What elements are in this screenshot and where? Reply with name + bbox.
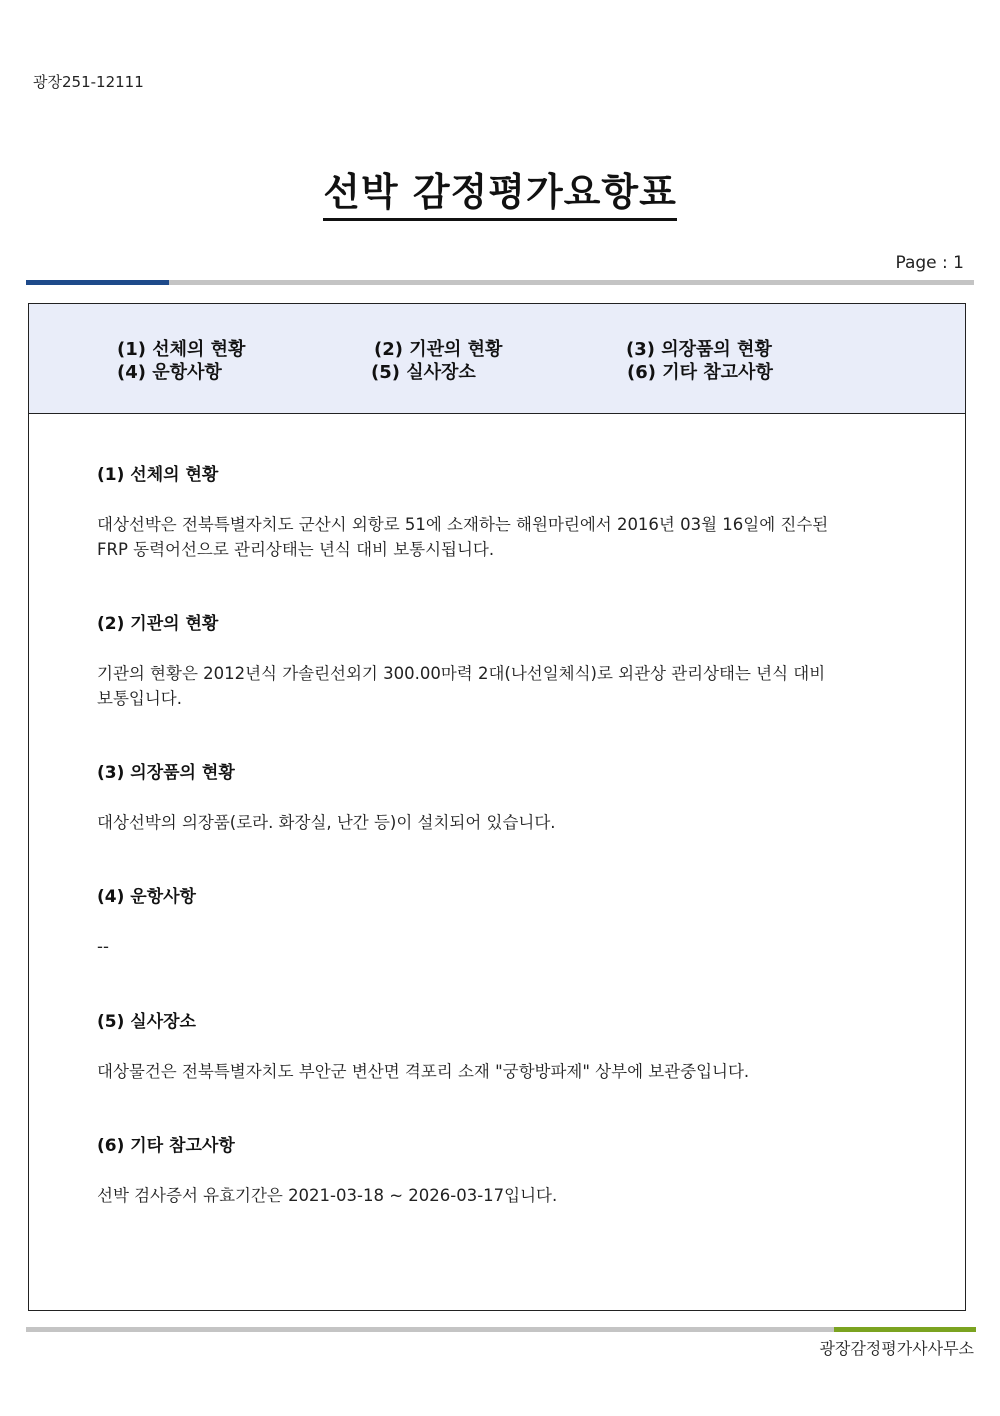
document-title: 선박 감정평가요항표 — [323, 168, 677, 221]
section-other-notes — [97, 1134, 897, 1208]
section-heading: (3) 의장품의 현황 — [97, 763, 235, 783]
section-heading: (1) 선체의 현황 — [97, 465, 219, 485]
section-engine — [97, 612, 897, 711]
section-heading: (2) 기관의 현황 — [97, 614, 219, 634]
footer-divider-accent — [834, 1327, 976, 1332]
header-divider — [26, 280, 974, 285]
footer-divider — [26, 1327, 976, 1332]
section-equipment — [97, 761, 897, 835]
header-divider-accent — [26, 280, 169, 285]
content-box — [28, 303, 966, 1311]
footer-organization: 광장감정평가사사무소 — [819, 1339, 974, 1358]
toc-item-operation: (4) 운항사항 — [117, 362, 222, 383]
document-code: 광장251-12111 — [33, 73, 144, 91]
section-operation — [97, 885, 897, 959]
section-body: 선박 검사증서 유효기간은 2021-03-18 ~ 2026-03-17입니다. — [97, 1186, 558, 1205]
section-body: 대상선박의 의장품(로라. 화장실, 난간 등)이 설치되어 있습니다. — [97, 813, 556, 832]
table-of-contents — [29, 304, 965, 414]
section-hull — [97, 463, 897, 562]
document-title-wrapper — [0, 168, 1000, 221]
section-body: 기관의 현황은 2012년식 가솔린선외기 300.00마력 2대(나선일체식)로 외관상 관리상태는 년식 대비 보통입니다. — [97, 664, 826, 708]
section-heading: (5) 실사장소 — [97, 1012, 196, 1032]
section-body: -- — [97, 937, 109, 956]
section-body: 대상선박은 전북특별자치도 군산시 외항로 51에 소재하는 해원마린에서 2016년 03월 16일에 진수된 FRP 동력어선으로 관리상태는 년식 대비 보통시됩니다. — [97, 515, 829, 559]
page-number: Page : 1 — [895, 253, 964, 273]
toc-item-engine: (2) 기관의 현황 — [374, 339, 503, 360]
section-inspection-site — [97, 1010, 897, 1084]
section-body: 대상물건은 전북특별자치도 부안군 변산면 격포리 소재 "궁항방파제" 상부에 보관중입니다. — [97, 1062, 750, 1081]
section-heading: (6) 기타 참고사항 — [97, 1136, 235, 1156]
toc-item-hull: (1) 선체의 현황 — [117, 339, 246, 360]
section-heading: (4) 운항사항 — [97, 887, 196, 907]
toc-item-inspection-site: (5) 실사장소 — [371, 362, 476, 383]
toc-item-other-notes: (6) 기타 참고사항 — [627, 362, 773, 383]
toc-item-equipment: (3) 의장품의 현황 — [626, 339, 772, 360]
